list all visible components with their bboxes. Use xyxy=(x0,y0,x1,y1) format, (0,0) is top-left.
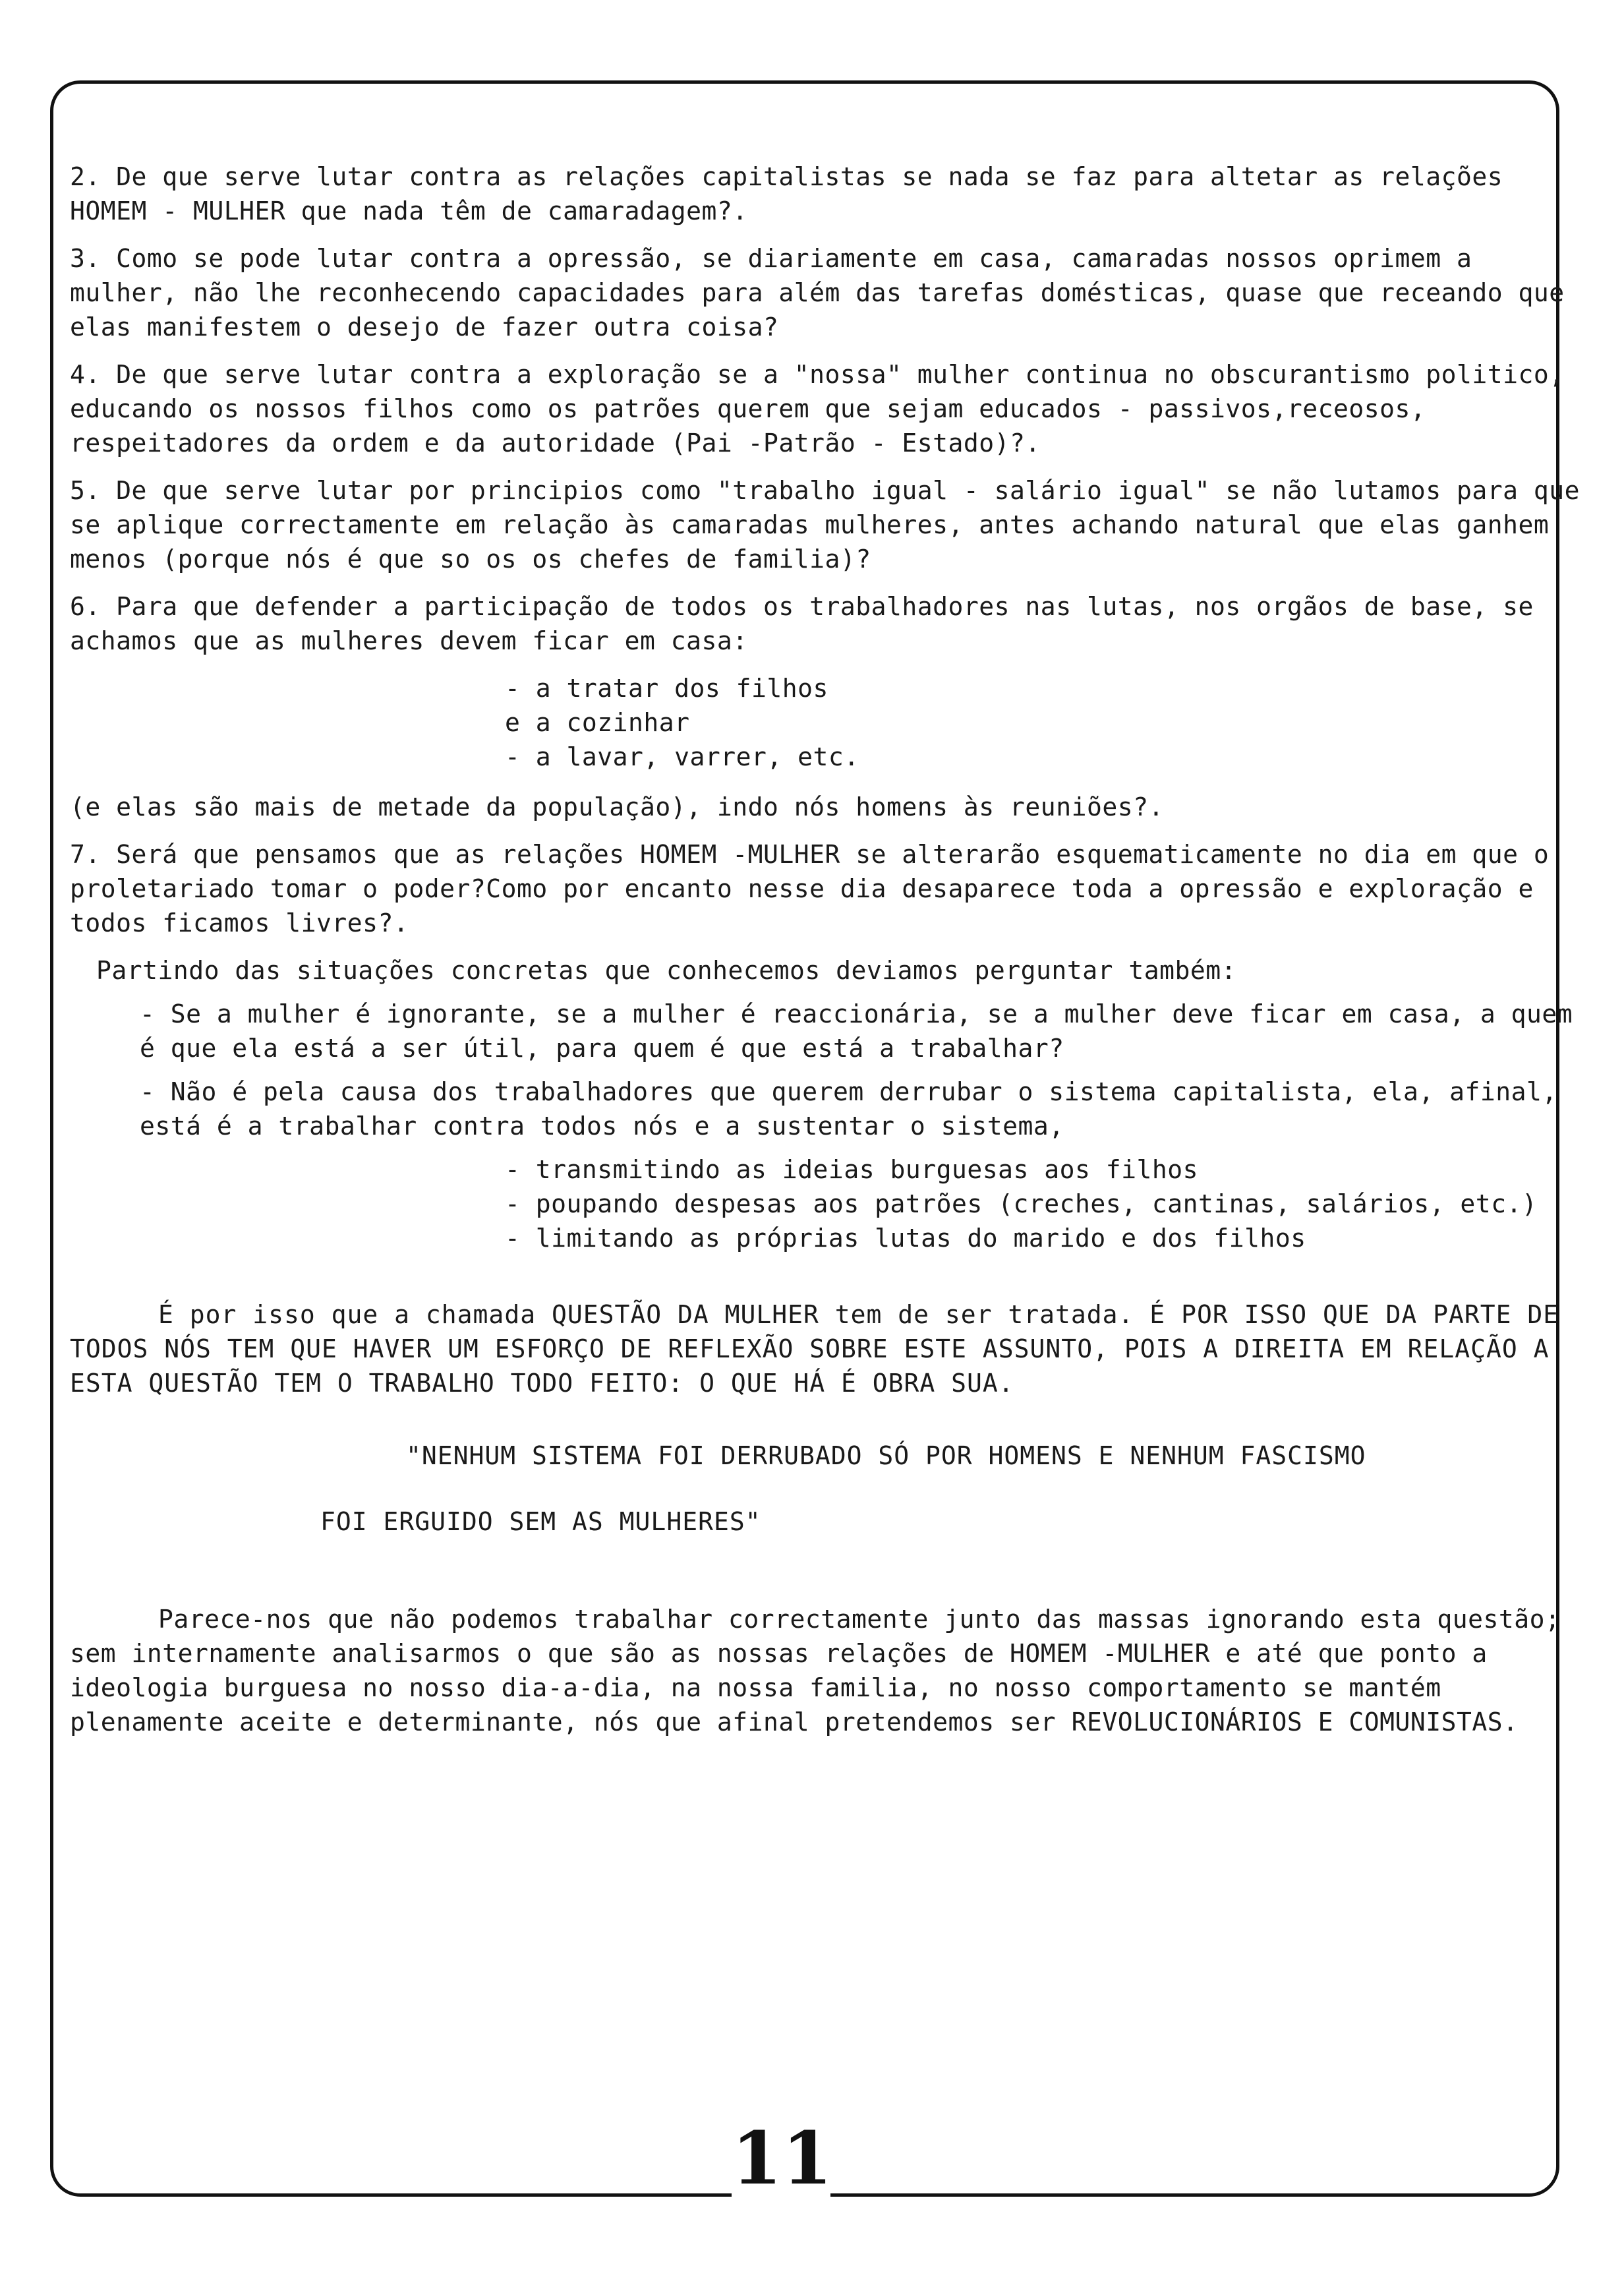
item-3: 3. Como se pode lutar contra a opressão, se diariamente em casa, camaradas nossos oprimem a mulher, não lhe reconhecendo capacidades para além das tarefas domésticas, quase que receando que elas manifestem o desejo de fazer outra coisa? xyxy=(70,244,1565,342)
list-item: e a cozinhar xyxy=(505,708,690,737)
ways-list xyxy=(70,1152,1586,1255)
quote-line-1: "NENHUM SISTEMA FOI DERRUBADO SÓ POR HOMENS E NENHUM FASCISMO xyxy=(406,1441,1366,1470)
item-7: 7. Será que pensamos que as relações HOMEM -MULHER se alterarão esquematicamente no dia em que o proletariado tomar o poder?Como por encanto nesse dia desaparece toda a opressão e exploração e todos ficamos livres?. xyxy=(70,840,1550,937)
list-item: - transmitindo as ideias burguesas aos filhos xyxy=(505,1155,1199,1184)
page-number xyxy=(732,2116,833,2201)
quote-line-2: FOI ERGUIDO SEM AS MULHERES" xyxy=(320,1507,761,1536)
home-tasks-list xyxy=(70,671,1586,774)
item-6: 6. Para que defender a participação de todos os trabalhadores nas lutas, nos orgãos de base, se achamos que as mulheres devem ficar em casa: xyxy=(70,592,1534,655)
list-item: - limitando as próprias lutas do marido e dos filhos xyxy=(505,1224,1306,1253)
list-item: - poupando despesas aos patrões (creches, cantinas, salários, etc.) xyxy=(505,1189,1538,1218)
conclusion-paragraph: É por isso que a chamada QUESTÃO DA MULHER tem de ser tratada. É POR ISSO QUE DA PARTE DE TODOS NÓS TEM QUE HAVER UM ESFORÇO DE REFLEXÃO SOBRE ESTE ASSUNTO, POIS A DIREITA EM RELAÇÃO A ESTA QUESTÃO TEM O TRABALHO TODO FEITO: O QUE HÁ É OBRA SUA. xyxy=(70,1300,1559,1398)
final-paragraph: Parece-nos que não podemos trabalhar correctamente junto das massas ignorando esta questão; sem internamente analisarmos o que são as nossas relações de HOMEM -MULHER e até que ponto a ideologia burguesa no nosso dia-a-dia, na nossa familia, no nosso comportamento se mantém plenamente aceite e determinante, nós que afinal pretendemos ser REVOLUCIONÁRIOS E COMUNISTAS. xyxy=(70,1605,1561,1737)
page-number-text: 11 xyxy=(732,2116,833,2201)
item-6-continuation: (e elas são mais de metade da população), indo nós homens às reuniões?. xyxy=(70,792,1164,821)
item-4: 4. De que serve lutar contra a exploração se a "nossa" mulher continua no obscurantismo politico, educando os nossos filhos como os patrões querem que sejam educados - passivos,receosos, respeitadores da ordem e da autoridade (Pai -Patrão - Estado)?. xyxy=(70,360,1565,458)
intro-paragraph: Partindo das situações concretas que conhecemos deviamos perguntar também: xyxy=(96,956,1236,985)
question-2: - Não é pela causa dos trabalhadores que querem derrubar o sistema capitalista, ela, afinal, está é a trabalhar contra todos nós e a sustentar o sistema, xyxy=(140,1077,1557,1141)
question-1: - Se a mulher é ignorante, se a mulher é reaccionária, se a mulher deve ficar em casa, a quem é que ela está a ser útil, para quem é que está a trabalhar? xyxy=(140,999,1573,1063)
list-item: - a tratar dos filhos xyxy=(505,674,828,703)
item-2: 2. De que serve lutar contra as relações capitalistas se nada se faz para altetar as relações HOMEM - MULHER que nada têm de camaradagem?. xyxy=(70,162,1503,225)
list-item: - a lavar, varrer, etc. xyxy=(505,742,859,771)
document-body xyxy=(70,160,1586,1754)
item-5: 5. De que serve lutar por principios como "trabalho igual - salário igual" se não lutamos para que se aplique correctamente em relação às camaradas mulheres, antes achando natural que elas ganhem menos (porque nós é que so os os chefes de familia)? xyxy=(70,476,1580,574)
